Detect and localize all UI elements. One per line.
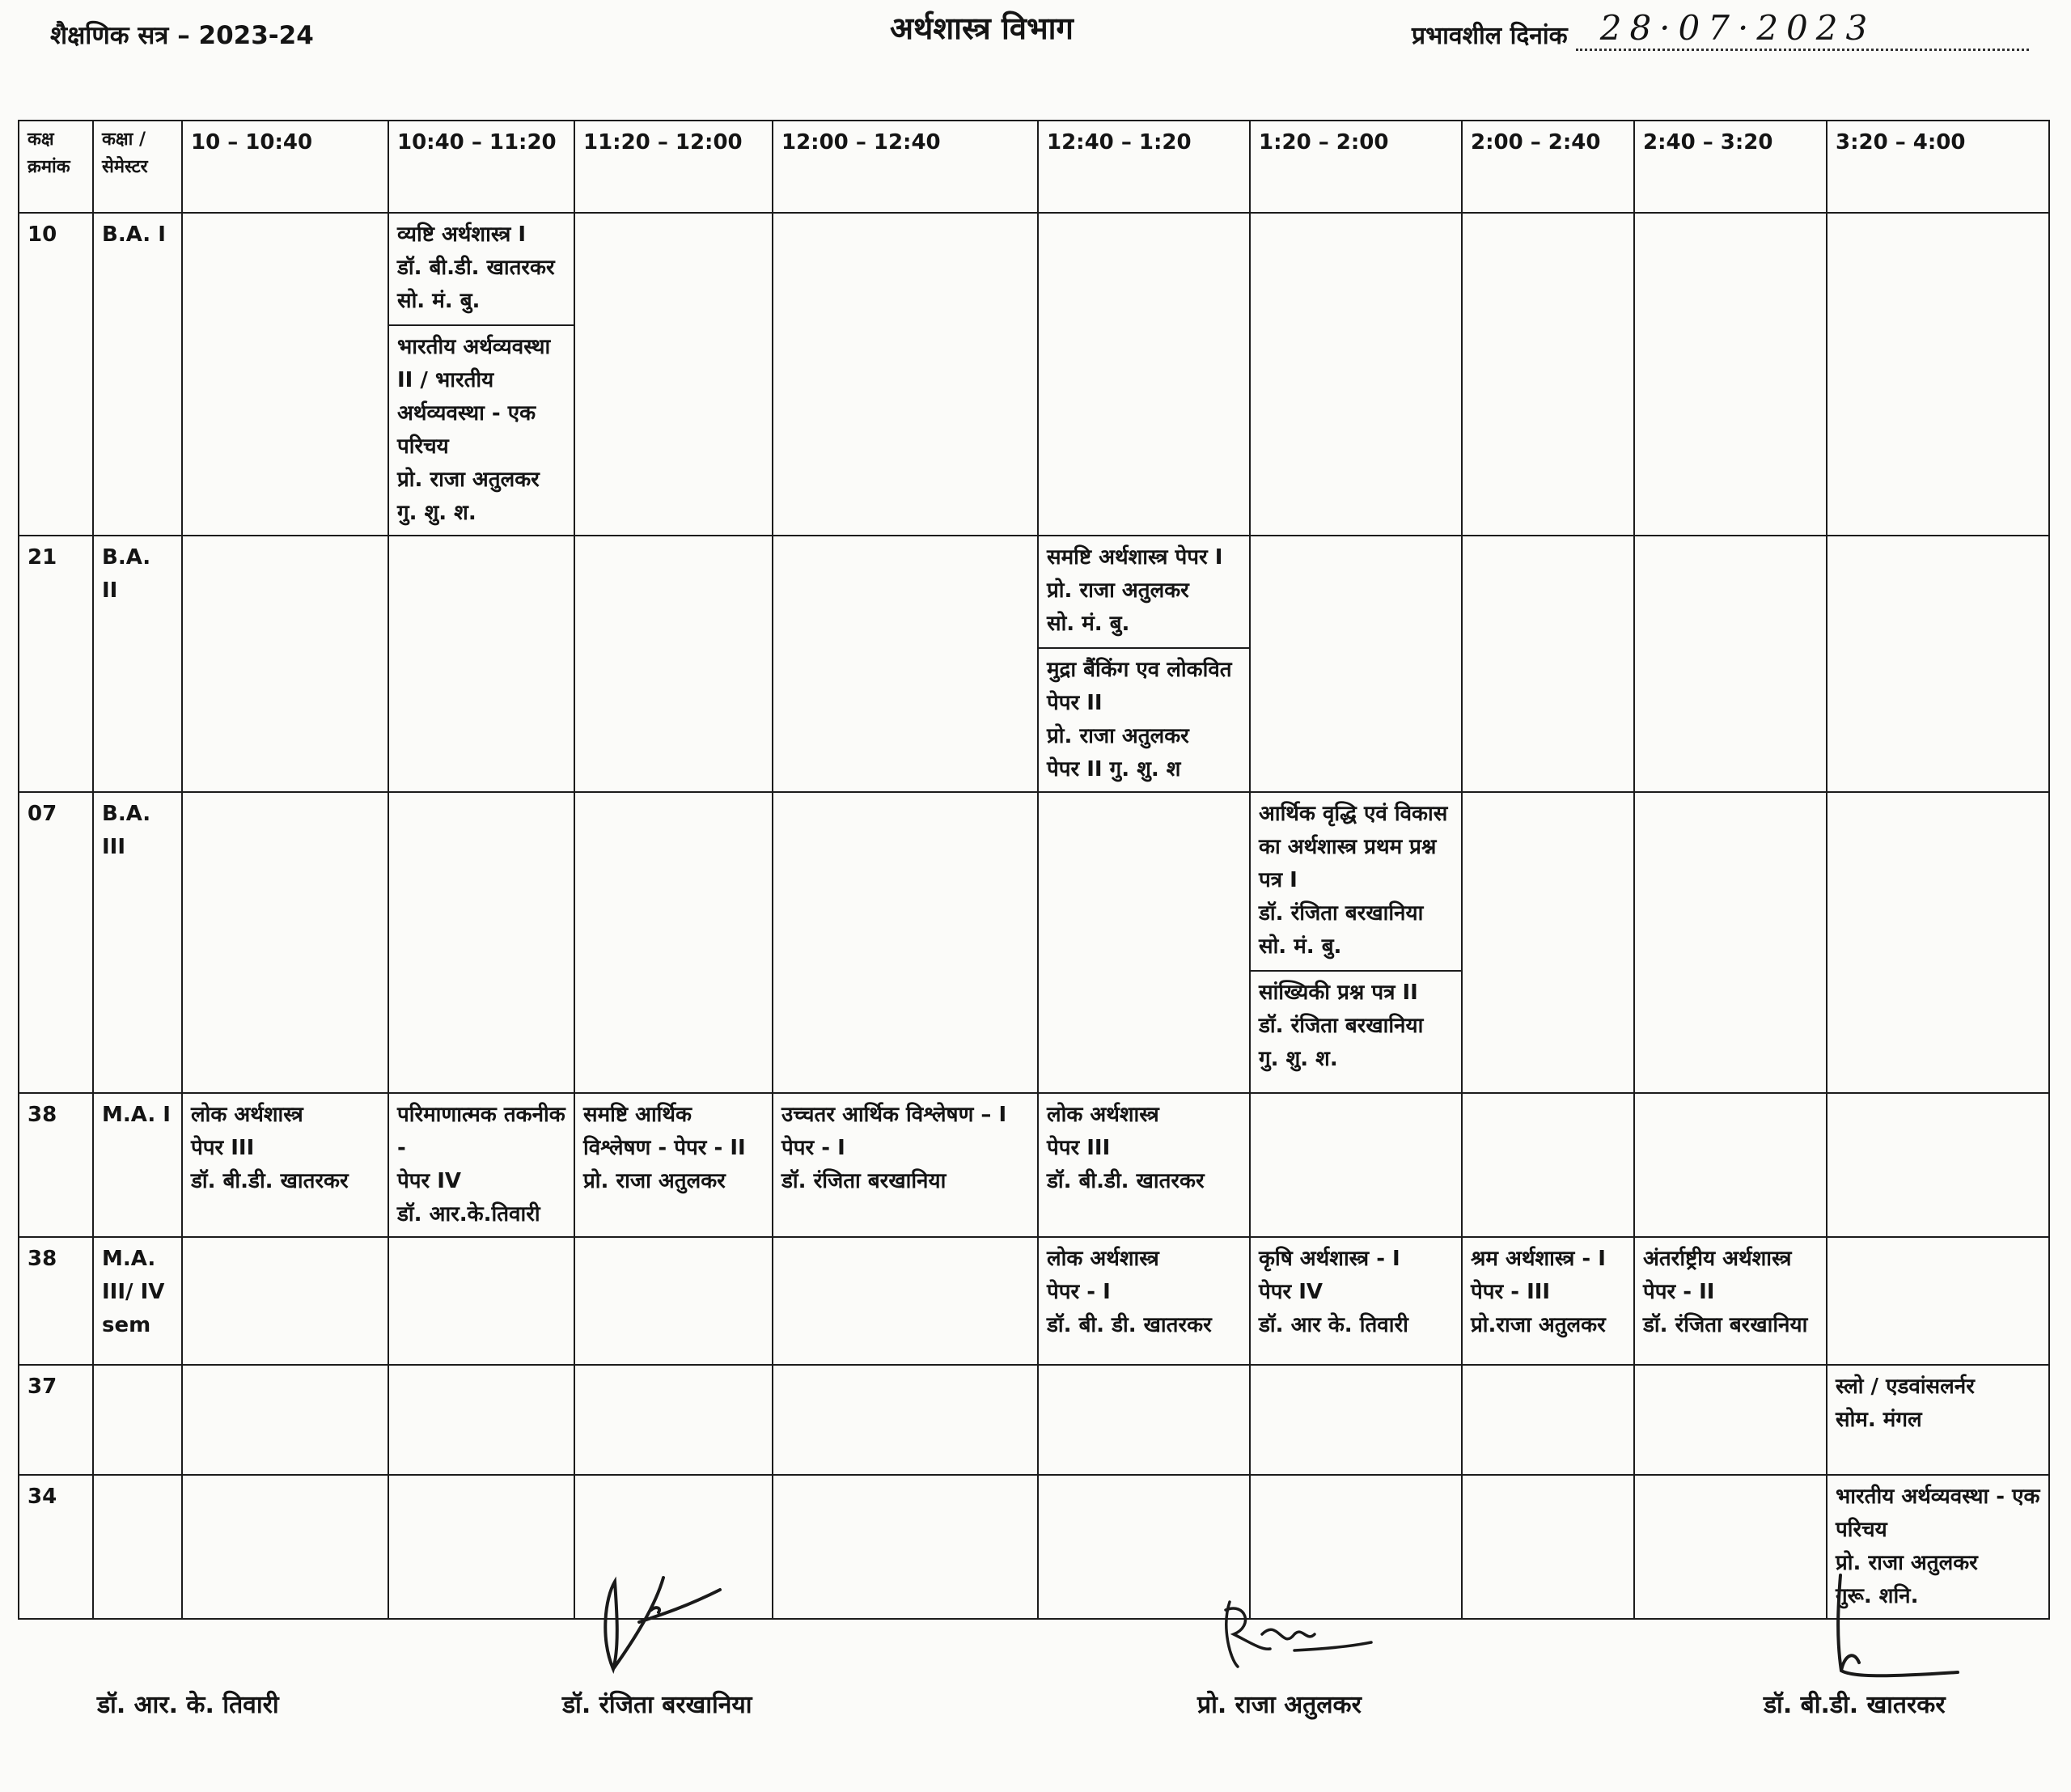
room-number-cell: 38 [19, 1093, 93, 1237]
schedule-cell [1250, 536, 1462, 792]
timetable-row [19, 792, 2049, 1093]
lecture-entry: कृषि अर्थशास्त्र - I पेपर IV डॉ. आर के. तिवारी [1259, 1247, 1408, 1337]
schedule-cell [182, 536, 388, 792]
schedule-cell [1634, 1237, 1827, 1365]
schedule-cell [1038, 1093, 1250, 1237]
schedule-cell [1827, 1365, 2049, 1475]
schedule-cell [182, 1093, 388, 1237]
schedule-cell [1038, 1237, 1250, 1365]
schedule-cell [1250, 792, 1462, 1093]
schedule-cell [1038, 792, 1250, 1093]
schedule-cell [574, 1093, 773, 1237]
lecture-entry: लोक अर्थशास्त्र पेपर III डॉ. बी.डी. खातरकर [191, 1103, 349, 1193]
schedule-cell [1462, 536, 1634, 792]
lecture-entry: सांख्यिकी प्रश्न पत्र II डॉ. रंजिता बरखानिया गु. शु. श. [1251, 970, 1461, 1076]
room-number-cell: 37 [19, 1365, 93, 1475]
schedule-cell [574, 1365, 773, 1475]
schedule-cell [1462, 213, 1634, 536]
slot-header: 11:20 – 12:00 [574, 121, 773, 213]
schedule-cell [773, 1237, 1038, 1365]
slot-header: 2:40 – 3:20 [1634, 121, 1827, 213]
schedule-cell [574, 213, 773, 536]
signatory-name: प्रो. राजा अतुलकर [1197, 1691, 1362, 1719]
slot-header: 3:20 – 4:00 [1827, 121, 2049, 213]
timetable-row [19, 1475, 2049, 1619]
schedule-cell [773, 792, 1038, 1093]
schedule-cell [388, 1237, 574, 1365]
signatory-name: डॉ. आर. के. तिवारी [97, 1691, 279, 1719]
lecture-entry: समष्टि आर्थिक विश्लेषण - पेपर - II प्रो. राजा अतुलकर [583, 1103, 746, 1193]
schedule-cell [1462, 792, 1634, 1093]
class-name-cell [93, 1475, 182, 1619]
schedule-cell [388, 1365, 574, 1475]
slot-header: 2:00 – 2:40 [1462, 121, 1634, 213]
slot-header: 1:20 – 2:00 [1250, 121, 1462, 213]
room-number-cell: 07 [19, 792, 93, 1093]
schedule-cell [388, 1093, 574, 1237]
room-number-cell: 34 [19, 1475, 93, 1619]
class-name-cell: M.A. I [93, 1093, 182, 1237]
class-name-cell: M.A. III/ IV sem [93, 1237, 182, 1365]
schedule-cell [1250, 1365, 1462, 1475]
schedule-cell [1038, 536, 1250, 792]
schedule-cell [1827, 1237, 2049, 1365]
lecture-entry: आर्थिक वृद्धि एवं विकास का अर्थशास्त्र प्रथम प्रश्न पत्र I डॉ. रंजिता बरखानिया सो. मं. बु. [1259, 802, 1448, 959]
effective-date-value: 28·07·2023 [1576, 8, 2029, 51]
schedule-cell [182, 792, 388, 1093]
lecture-entry: मुद्रा बैंकिंग एव लोकवित पेपर II प्रो. राजा अतुलकर पेपर II गु. शु. श [1039, 647, 1249, 786]
timetable-row [19, 213, 2049, 536]
schedule-cell [574, 536, 773, 792]
lecture-entry: लोक अर्थशास्त्र पेपर III डॉ. बी.डी. खातरकर [1047, 1103, 1205, 1193]
schedule-cell [1038, 1365, 1250, 1475]
schedule-cell [773, 1365, 1038, 1475]
schedule-cell [388, 536, 574, 792]
department-title: अर्थशास्त्र विभाग [890, 11, 1074, 46]
signature-ranjita-barkhaniya [591, 1574, 728, 1679]
lecture-entry: श्रम अर्थशास्त्र - I पेपर - III प्रो.राजा अतुलकर [1471, 1247, 1606, 1337]
class-name-cell: B.A. II [93, 536, 182, 792]
class-name-cell: B.A. III [93, 792, 182, 1093]
room-number-cell: 38 [19, 1237, 93, 1365]
lecture-entry: व्यष्टि अर्थशास्त्र I डॉ. बी.डी. खातरकर सो. मं. बु. [397, 222, 555, 313]
schedule-cell [574, 1237, 773, 1365]
schedule-cell [773, 1475, 1038, 1619]
schedule-cell [182, 1365, 388, 1475]
schedule-cell [1250, 1093, 1462, 1237]
lecture-entry: उच्चतर आर्थिक विश्लेषण – I पेपर - I डॉ. रंजिता बरखानिया [781, 1103, 1007, 1193]
schedule-cell [1462, 1093, 1634, 1237]
room-number-cell: 10 [19, 213, 93, 536]
timetable [18, 120, 2050, 1620]
schedule-cell [1462, 1237, 1634, 1365]
lecture-entry: लोक अर्थशास्त्र पेपर - I डॉ. बी. डी. खातरकर [1047, 1247, 1212, 1337]
slot-header: 12:00 – 12:40 [773, 121, 1038, 213]
lecture-entry: समष्टि अर्थशास्त्र पेपर I प्रो. राजा अतुलकर सो. मं. बु. [1047, 545, 1223, 636]
schedule-cell [773, 213, 1038, 536]
lecture-entry: स्लो / एडवांसलर्नर सोम. मंगल [1836, 1375, 1975, 1432]
slot-header: 10 – 10:40 [182, 121, 388, 213]
class-name-cell: B.A. I [93, 213, 182, 536]
schedule-cell [773, 1093, 1038, 1237]
schedule-cell [182, 213, 388, 536]
effective-date-label: प्रभावशील दिनांक [1412, 22, 1568, 50]
lecture-entry: भारतीय अर्थव्यवस्था - एक परिचय प्रो. राजा अतुलकर गुरू. शनि. [1836, 1485, 2040, 1608]
schedule-cell [1634, 792, 1827, 1093]
signature-bd-khatarkar [1764, 1574, 1974, 1695]
schedule-cell [773, 536, 1038, 792]
lecture-entry: परिमाणात्मक तकनीक - पेपर IV डॉ. आर.के.तिवारी [397, 1103, 565, 1226]
schedule-cell [388, 213, 574, 536]
academic-session: शैक्षणिक सत्र – 2023-24 [50, 21, 314, 50]
schedule-cell [1462, 1475, 1634, 1619]
timetable-row [19, 1365, 2049, 1475]
schedule-cell [1250, 213, 1462, 536]
schedule-cell [1250, 1237, 1462, 1365]
lecture-entry: भारतीय अर्थव्यवस्था II / भारतीय अर्थव्यवस्था - एक परिचय प्रो. राजा अतुलकर गु. शु. श. [389, 324, 574, 530]
timetable-header-row [19, 121, 2049, 213]
schedule-cell [1827, 792, 2049, 1093]
schedule-cell [1634, 213, 1827, 536]
schedule-cell [1634, 1365, 1827, 1475]
slot-header: 12:40 – 1:20 [1038, 121, 1250, 213]
slot-header: 10:40 – 11:20 [388, 121, 574, 213]
signatory-name: डॉ. बी.डी. खातरकर [1764, 1691, 1946, 1719]
schedule-cell [574, 792, 773, 1093]
schedule-cell [1038, 213, 1250, 536]
timetable-row [19, 536, 2049, 792]
schedule-cell [388, 792, 574, 1093]
schedule-cell [1462, 1365, 1634, 1475]
signature-raja-atulkar [1213, 1586, 1375, 1675]
room-column-header: कक्ष क्रमांक [19, 121, 93, 213]
schedule-cell [1827, 1093, 2049, 1237]
schedule-cell [1634, 536, 1827, 792]
class-name-cell [93, 1365, 182, 1475]
schedule-cell [182, 1237, 388, 1365]
effective-date-line [1412, 8, 2029, 51]
timetable-row [19, 1237, 2049, 1365]
class-column-header: कक्षा / सेमेस्टर [93, 121, 182, 213]
lecture-entry: अंतर्राष्ट्रीय अर्थशास्त्र पेपर - II डॉ. रंजिता बरखानिया [1643, 1247, 1808, 1337]
schedule-cell [1827, 536, 2049, 792]
schedule-cell [388, 1475, 574, 1619]
timetable-row [19, 1093, 2049, 1237]
schedule-cell [182, 1475, 388, 1619]
signatory-name: डॉ. रंजिता बरखानिया [562, 1691, 752, 1719]
schedule-cell [1827, 213, 2049, 536]
room-number-cell: 21 [19, 536, 93, 792]
schedule-cell [1634, 1093, 1827, 1237]
